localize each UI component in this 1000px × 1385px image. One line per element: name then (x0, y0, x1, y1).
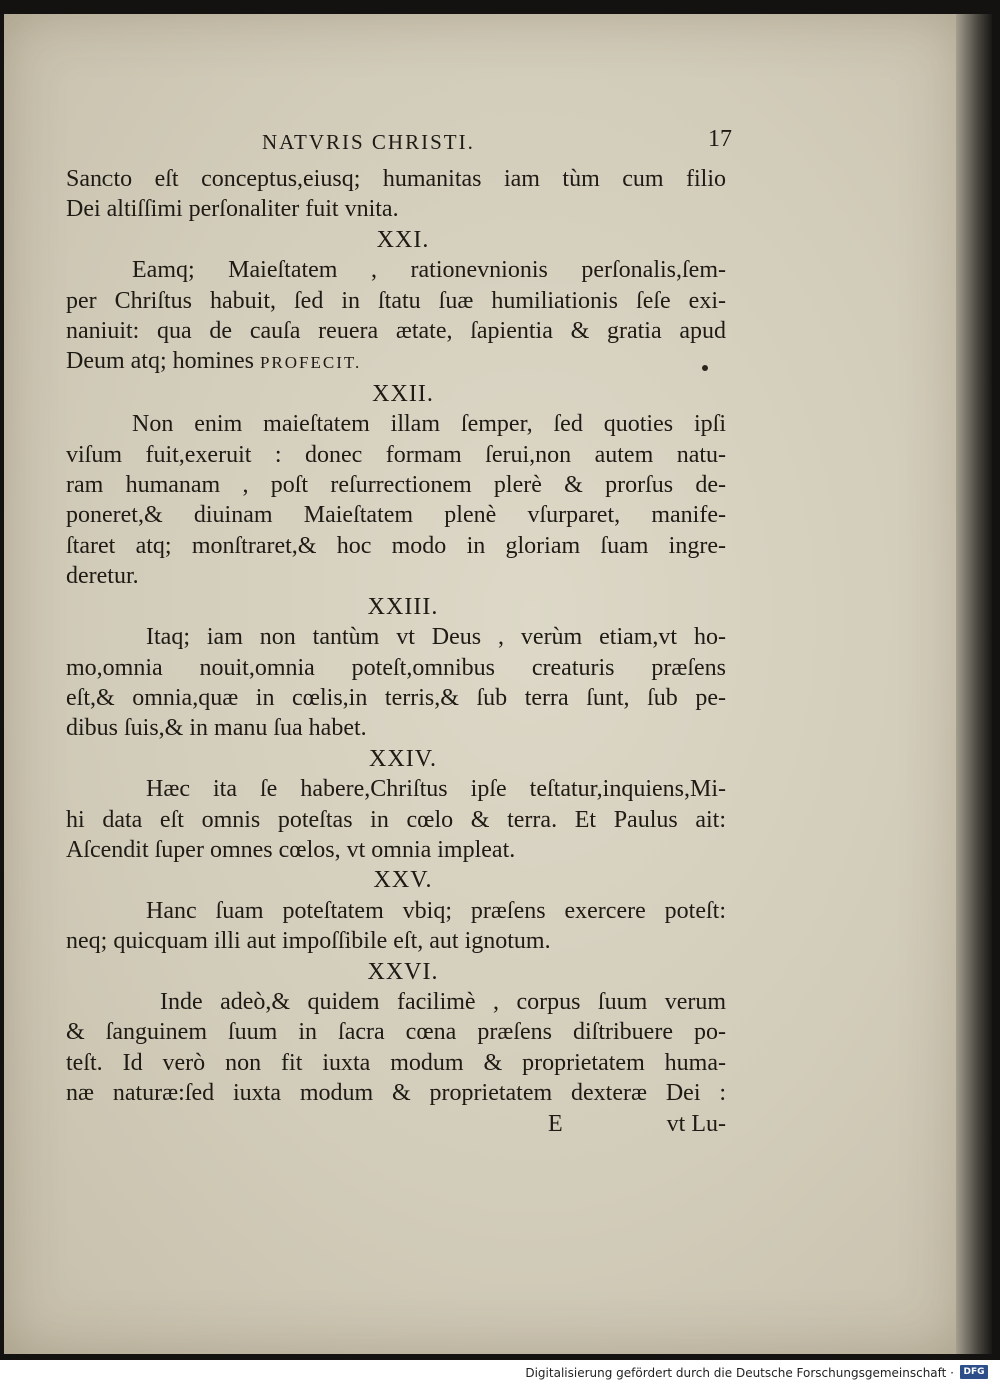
footer-bar (0, 1360, 1000, 1385)
page-number: 17 (708, 126, 732, 152)
text-line (66, 194, 726, 224)
text-line (66, 987, 726, 1017)
section-number (66, 865, 726, 895)
section-number (66, 225, 726, 255)
line-text: Eamq; Maieſtatem , rationevnionis perſonalis,ſem- (132, 257, 726, 284)
text-line (66, 470, 726, 500)
line-text: XXVI. (367, 958, 439, 985)
text-line (66, 1048, 726, 1078)
book-page (4, 14, 968, 1354)
line-text: XXV. (373, 867, 433, 894)
line-text: Inde adeò,& quidem facilimè , corpus ſuum verum (160, 988, 726, 1015)
line-text: Deum atq; homines (66, 348, 254, 375)
line-text: Non enim maieſtatem illam ſemper, ſed quoties ipſi (132, 411, 726, 438)
section-number (66, 379, 726, 409)
section-number (66, 957, 726, 987)
line-text: ram humanam , poſt reſurrectionem plerè & prorſus de- (66, 472, 726, 499)
text-line (66, 622, 726, 652)
ink-spot (702, 365, 708, 371)
line-text: mo,omnia nouit,omnia poteſt,omnibus creaturis præſens (66, 654, 726, 681)
small-caps-word: PROFECIT. (259, 353, 362, 373)
line-text: Itaq; iam non tantùm vt Deus , verùm etiam,vt ho- (146, 624, 726, 651)
text-line (66, 683, 726, 713)
text-line (66, 774, 726, 804)
text-line (66, 561, 726, 591)
text-line (66, 653, 726, 683)
section-number (66, 744, 726, 774)
text-line (66, 835, 726, 865)
line-text: Aſcendit ſuper omnes cœlos, vt omnia impleat. (66, 836, 516, 863)
body-text (66, 164, 726, 1139)
line-text: hi data eſt omnis poteſtas in cœlo & terra. Et Paulus ait: (66, 806, 726, 833)
line-text: neq; quicquam illi aut impoſſibile eſt, aut ignotum. (66, 928, 551, 955)
page-edge (956, 14, 992, 1354)
text-line (66, 409, 726, 439)
text-line (66, 440, 726, 470)
text-line (66, 926, 726, 956)
catch-line (66, 1109, 726, 1139)
text-line (66, 531, 726, 561)
text-line (66, 346, 726, 378)
line-text: & ſanguinem ſuum in ſacra cœna præſens diſtribuere po- (66, 1019, 726, 1046)
footer-credit: Digitalisierung gefördert durch die Deutsche Forschungsgemeinschaft · (525, 1366, 954, 1380)
line-text: naniuit: qua de cauſa reuera ætate, ſapientia & gratia apud (66, 318, 726, 345)
line-text: Hæc ita ſe habere,Chriſtus ipſe teſtatur,inquiens,Mi- (146, 776, 726, 803)
line-text: Sanᴄto eſt conceptus,eiusq; humanitas iam tùm cum filio (66, 166, 726, 192)
text-line (66, 500, 726, 530)
line-text: poneret,& diuinam Maieſtatem plenè vſurparet, manife- (66, 502, 726, 529)
section-number (66, 592, 726, 622)
line-text: næ naturæ:ſed iuxta modum & proprietatem dexteræ Dei : (66, 1080, 726, 1107)
text-line (66, 1017, 726, 1047)
catchword: vt Lu- (666, 1110, 726, 1137)
line-text: XXIV. (369, 745, 437, 772)
line-text: eſt,& omnia,quæ in cœlis,in terris,& ſub terra ſunt, ſub pe- (66, 684, 726, 711)
signature-mark: E (548, 1110, 563, 1137)
line-text: dibus ſuis,& in manu ſua habet. (66, 715, 367, 742)
text-line (66, 164, 726, 194)
line-text: teſt. Id verò non fit iuxta modum & proprietatem huma- (66, 1049, 726, 1076)
text-line (66, 316, 726, 346)
line-text: viſum fuit,exeruit : donec formam ſerui,non autem natu- (66, 441, 726, 468)
text-line (66, 896, 726, 926)
text-line (66, 255, 726, 285)
line-text: ſtaret atq; monſtraret,& hoc modo in gloriam ſuam ingre- (66, 532, 726, 559)
running-head (262, 126, 732, 156)
line-text: Dei altiſſimi perſonaliter fuit vnita. (66, 196, 399, 223)
text-line (66, 713, 726, 743)
line-text: Hanc ſuam poteſtatem vbiq; præſens exercere poteſt: (146, 897, 726, 924)
line-text: deretur. (66, 563, 139, 590)
text-line (66, 805, 726, 835)
running-title: NATVRIS CHRISTI. (262, 130, 475, 154)
line-text: XXII. (372, 380, 434, 407)
text-line (66, 1078, 726, 1108)
line-text: XXI. (376, 226, 430, 253)
dfg-logo-icon: DFG (960, 1365, 988, 1379)
text-line (66, 286, 726, 316)
line-text: per Chriſtus habuit, ſed in ſtatu ſuæ humiliationis ſeſe exi- (66, 287, 726, 314)
line-text: XXIII. (367, 593, 439, 620)
